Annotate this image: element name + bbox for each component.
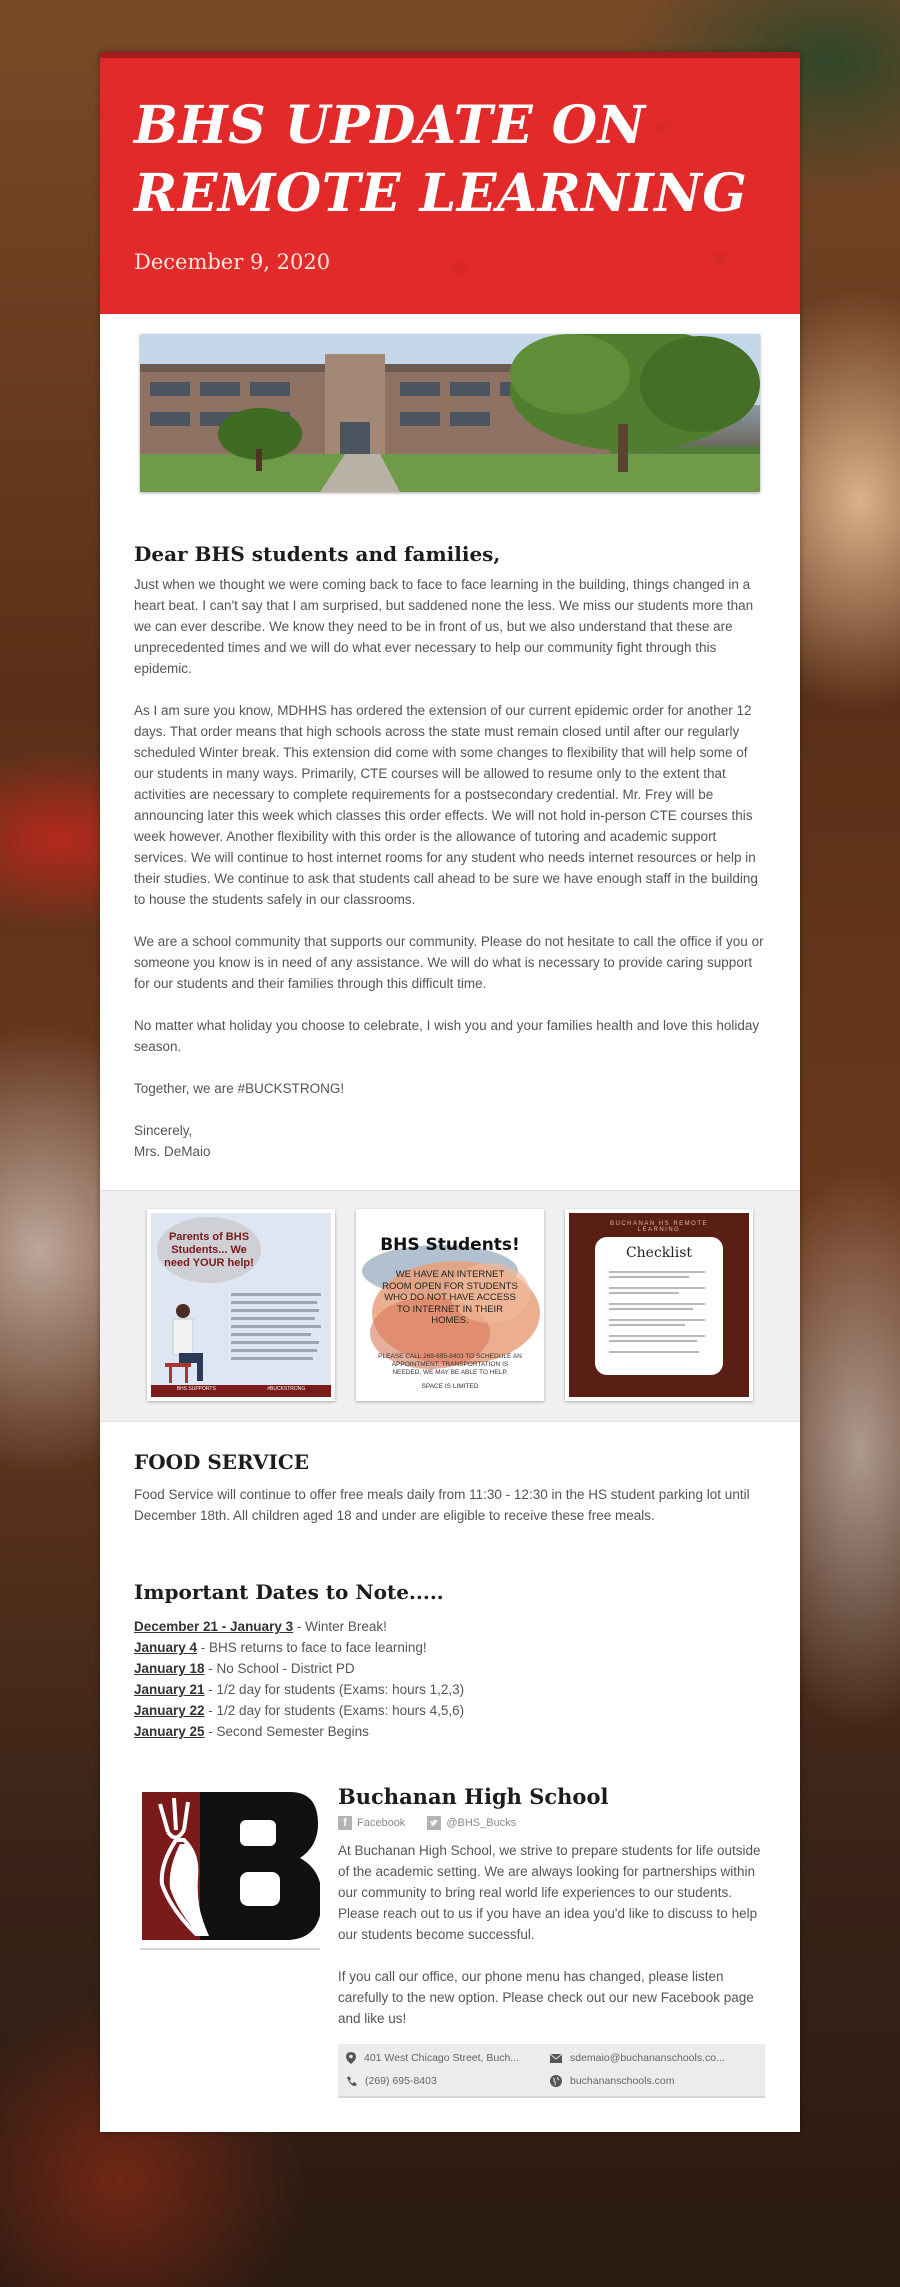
twitter-icon [427,1816,441,1830]
facebook-link[interactable] [338,1816,405,1830]
date-label: December 21 - January 3 [134,1619,294,1634]
flyer-note: SPACE IS LIMITED [421,1383,479,1390]
letter-paragraph: Together, we are #BUCKSTRONG! [134,1081,345,1096]
date-description: - BHS returns to face to face learning! [197,1640,427,1655]
flyer-speech-bubble: Parents of BHS Students... We need YOUR help! [157,1217,261,1283]
important-dates-list [134,1616,764,1742]
contact-info-box [338,2044,765,2098]
newsletter-date: December 9, 2020 [134,250,331,274]
flyer-small-text: PLEASE CALL 269-695-8403 TO SCHEDULE AN APPOINTMENT. TRANSPORTATION IS NEEDED, WE MAY BE ABLE TO HELP. [378,1353,522,1376]
school-phone-note: If you call our office, our phone menu has changed, please listen carefully to the new option. Please check out our new Facebook page and like us! [338,1969,754,2026]
email-text: sdemaio@buchananschools.co... [570,2052,725,2064]
date-label: January 18 [134,1661,205,1676]
checklist-lines-icon [595,1237,723,1375]
date-description: - Second Semester Begins [204,1724,369,1739]
phone-link[interactable] [346,2075,437,2087]
facebook-label: Facebook [357,1817,406,1829]
parents-help-flyer[interactable] [147,1209,335,1401]
date-description: - 1/2 day for students (Exams: hours 4,5,6) [204,1703,465,1718]
date-item [134,1721,764,1742]
flyer-gallery [100,1190,800,1422]
buck-logo-icon [140,1784,320,1944]
food-service-text: Food Service will continue to offer free meals daily from 11:30 - 12:30 in the HS student parking lot until December 18th. All children aged 18 and under are eligible to receive these free meals. [134,1487,750,1523]
flyer-footer-left: BHS SUPPORTS [176,1386,216,1392]
checklist-title: Checklist [625,1245,693,1261]
school-building-photo [140,334,760,492]
letter-signature: Mrs. DeMaio [134,1144,211,1159]
newsletter-title: BHS UPDATE ON REMOTE LEARNING [134,95,748,224]
letter-paragraph: No matter what holiday you choose to celebrate, I wish you and your families health and love this holiday season. [134,1018,760,1054]
date-item [134,1679,764,1700]
social-links [338,1816,516,1830]
checklist-kicker: BUCHANAN HS REMOTE LEARNING [609,1221,708,1233]
date-label: January 21 [134,1682,205,1697]
letter-paragraph: As I am sure you know, MDHHS has ordered the extension of our current epidemic order for another 12 days. That order means that high schools across the state must remain closed until after our regularly scheduled Winter break. This extension did come with some changes to flexibility that will help some of our students in many ways. Primarily, CTE courses will be allowed to resume only to the extent that activities are necessary to complete requirements for a postsecondary credential. Mr. Frey will be announcing later this week which classes this order effects. We will not hold in-person CTE courses this week however. Another flexibility with this order is the allowance of tutoring and academic support services. We will continue to host internet rooms for any student who needs internet resources or help in their studies. We continue to ask that students call ahead to be sure we have enough staff in the building to house the students safely in our classrooms. [134,703,758,907]
checklist-panel [595,1221,723,1375]
date-item [134,1637,764,1658]
important-dates-heading: Important Dates to Note..... [134,1580,444,1604]
address-text: 401 West Chicago Street, Buch... [364,2052,520,2064]
facebook-icon: f [338,1816,352,1830]
flyer-background [360,1213,540,1397]
parent-figure-icon [151,1213,331,1397]
date-item [134,1658,764,1679]
phone-text: (269) 695-8403 [365,2075,437,2087]
globe-icon [550,2075,562,2087]
email-link[interactable] [550,2052,725,2064]
letter-closing: Sincerely, [134,1123,193,1138]
date-label: January 22 [134,1703,205,1718]
newsletter-header [100,52,800,314]
date-label: January 25 [134,1724,205,1739]
school-building-icon [140,334,760,492]
school-logo [140,1784,320,1950]
date-description: - No School - District PD [204,1661,355,1676]
flyer-footer [151,1386,331,1392]
flyer-background [151,1213,331,1397]
newsletter-card [100,52,800,2132]
website-link[interactable] [550,2075,674,2087]
date-item [134,1700,764,1721]
date-description: - 1/2 day for students (Exams: hours 1,2,3) [204,1682,465,1697]
letter-body [134,574,764,1162]
flyer-title: BHS Students! [380,1235,520,1255]
website-text: buchananschools.com [570,2075,675,2087]
flyer-background [569,1213,749,1397]
date-label: January 4 [134,1640,198,1655]
map-pin-icon [346,2052,356,2064]
address-link[interactable] [346,2052,519,2064]
date-item [134,1616,764,1637]
twitter-link[interactable] [427,1816,516,1830]
flyer-footer-right: #BUCKSTRONG [267,1386,306,1392]
letter-heading: Dear BHS students and families, [134,542,501,566]
email-icon [550,2054,562,2063]
school-about: At Buchanan High School, we strive to prepare students for life outside of the academic setting. We are always looking for partnerships within our community to bring real world life experiences to our students. Please reach out to us if you have an idea you'd like to discuss to help our students become successful. [338,1843,761,1942]
letter-paragraph: We are a school community that supports our community. Please do not hesitate to call the office if you or someone you know is in need of any assistance. We will do what is necessary to provide caring support for our students and their families through this difficult time. [134,934,764,991]
twitter-handle: @BHS_Bucks [446,1817,517,1829]
phone-icon [346,2076,357,2087]
internet-room-flyer[interactable] [356,1209,544,1401]
letter-paragraph: Just when we thought we were coming back to face to face learning in the building, things changed in a heart beat. I can't say that I am surprised, but saddened none the less. We miss our students more than we can ever describe. We know they need to be in front of us, but we also understand that these are unprecedented times and we will do what ever necessary to help our community fight through this epidemic. [134,577,754,676]
food-service-heading: FOOD SERVICE [134,1450,309,1474]
date-description: - Winter Break! [293,1619,387,1634]
checklist-flyer[interactable] [565,1209,753,1401]
school-name: Buchanan High School [338,1784,609,1809]
flyer-body: WE HAVE AN INTERNET ROOM OPEN FOR STUDENTS WHO DO NOT HAVE ACCESS TO INTERNET IN THEIR HOMES. [382,1269,518,1326]
